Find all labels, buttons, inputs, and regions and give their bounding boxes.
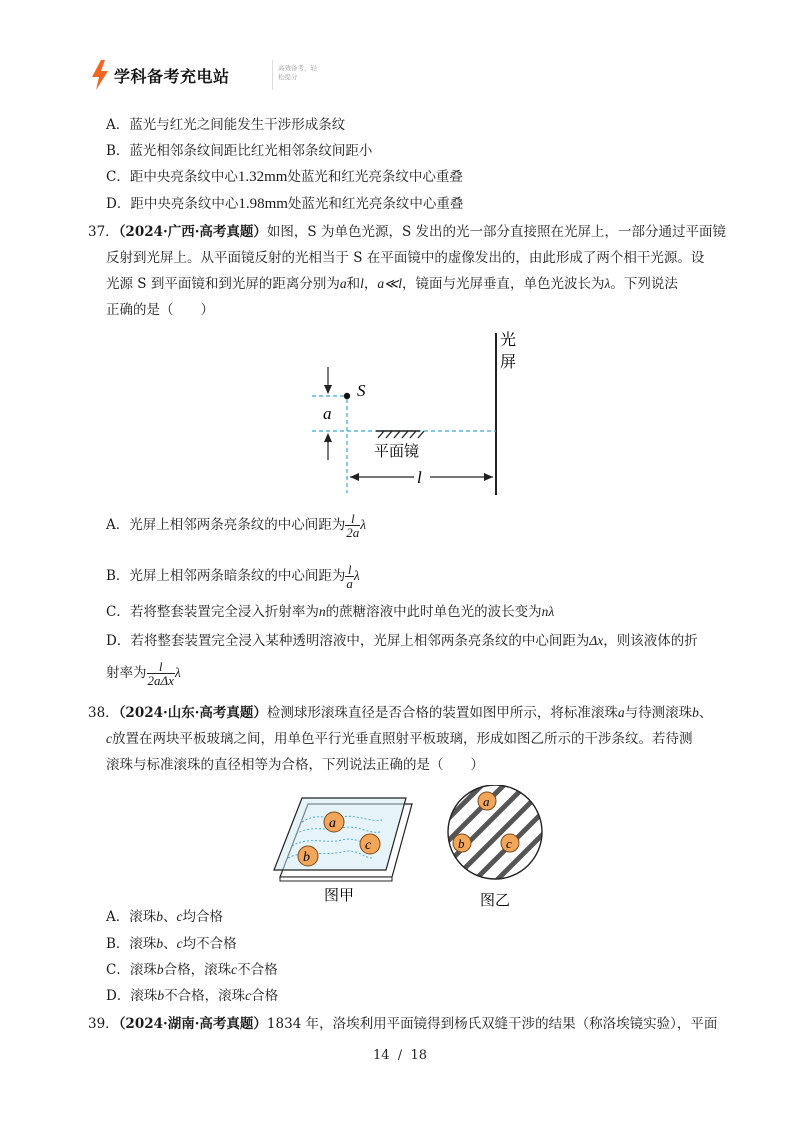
- fig-jia-label: 图甲: [324, 888, 355, 904]
- q37-option-d-cont: 射率为 $\frac{l}{\text{2aΔx}}$ λ: [106, 659, 181, 688]
- fig-yi-label: 图乙: [480, 893, 511, 909]
- logo-text: 学科备考充电站: [114, 67, 230, 86]
- q36-option-a: A．蓝光与红光之间能发生干涉形成条纹: [106, 117, 346, 133]
- q38-figure-yi: [440, 785, 550, 910]
- q36-option-b: B．蓝光相邻条纹间距比红光相邻条纹间距小: [106, 143, 373, 159]
- fraction: $\frac{l}{a}$: [346, 562, 353, 591]
- q37-option-c: C．若将整套装置完全浸入折射率为n的蔗糖溶液中此时单色光的波长变为nλ: [106, 604, 555, 620]
- ball-b-label: b: [458, 836, 465, 851]
- dist-a-label: a: [323, 404, 332, 423]
- source-label: S: [357, 381, 366, 400]
- screen-label-2: 屏: [500, 354, 517, 371]
- dist-l-label: l: [417, 468, 422, 487]
- q37-line4: 正确的是（ ）: [106, 302, 214, 318]
- q38-figure-jia: [272, 792, 422, 907]
- q38-option-b: B．滚珠b、c均不合格: [106, 936, 237, 952]
- q37-option-d: D．若将整套装置完全浸入某种透明溶液中，光屏上相邻两条亮条纹的中心间距为Δx，则该液体的折: [106, 633, 698, 649]
- q38-line1: 38．（2024·山东·高考真题）检测球形滚珠直径是否合格的装置如图甲所示，将标准滚珠a与待测滚珠b、: [88, 705, 713, 721]
- ball-b-label: b: [303, 850, 310, 865]
- header-logo: [88, 58, 317, 92]
- ball-a-label: a: [483, 794, 490, 809]
- light-source-point: [344, 393, 350, 399]
- fraction: $\frac{l}{2a}$: [346, 511, 360, 540]
- q37-figure: [300, 325, 530, 500]
- q37-line1: 37．（2024·广西·高考真题）如图，S 为单色光源，S 发出的光一部分直接照在光屏上，一部分通过平面镜: [88, 224, 726, 240]
- fraction: $\frac{l}{\text{2aΔx}}$: [147, 659, 174, 688]
- q38-line3: 滚珠与标准滚珠的直径相等为合格，下列说法正确的是（ ）: [106, 757, 484, 773]
- glass-plate: [274, 798, 406, 870]
- q38-option-c: C．滚珠b合格，滚珠c不合格: [106, 962, 278, 978]
- q39-line1: 39．（2024·湖南·高考真题）1834 年，洛埃利用平面镜得到杨氏双缝干涉的结果（称洛埃镜实验），平面: [88, 1016, 718, 1032]
- q37-line3: 光源 S 到平面镜和到光屏的距离分别为a和l，a≪l，镜面与光屏垂直，单色光波长为λ。下列说法: [106, 276, 678, 292]
- ball-a-label: a: [329, 816, 336, 831]
- q38-option-a: A．滚珠b、c均合格: [106, 909, 223, 925]
- lightning-bolt-icon: [90, 60, 110, 90]
- q36-option-d: D．距中央亮条纹中心1.98mm处蓝光和红光亮条纹中心重叠: [106, 196, 464, 212]
- q37-option-a: A．光屏上相邻两条亮条纹的中心间距为 $\frac{l}{2a}$ λ: [106, 511, 367, 540]
- ball-c-label: c: [365, 838, 372, 853]
- logo-divider: [272, 60, 273, 90]
- q36-option-c: C．距中央亮条纹中心1.32mm处蓝光和红光亮条纹中心重叠: [106, 169, 463, 185]
- page-number: 14 / 18: [372, 1048, 427, 1063]
- q38-line2: c放置在两块平板玻璃之间，用单色平行光垂直照射平板玻璃，形成如图乙所示的干涉条纹。若待测: [106, 731, 693, 747]
- logo-subtitle: 高效备考，轻松提分: [278, 64, 317, 81]
- q37-line2: 反射到光屏上。从平面镜反射的光相当于 S 在平面镜中的虚像发出的，由此形成了两个相干光源。设: [106, 250, 705, 266]
- screen-label-1: 光: [500, 332, 517, 349]
- ball-c-label: c: [506, 836, 512, 851]
- mirror-label: 平面镜: [374, 444, 420, 460]
- q37-option-b: B．光屏上相邻两条暗条纹的中心间距为 $\frac{l}{a}$ λ: [106, 562, 360, 591]
- q38-option-d: D．滚珠b不合格，滚珠c合格: [106, 988, 279, 1004]
